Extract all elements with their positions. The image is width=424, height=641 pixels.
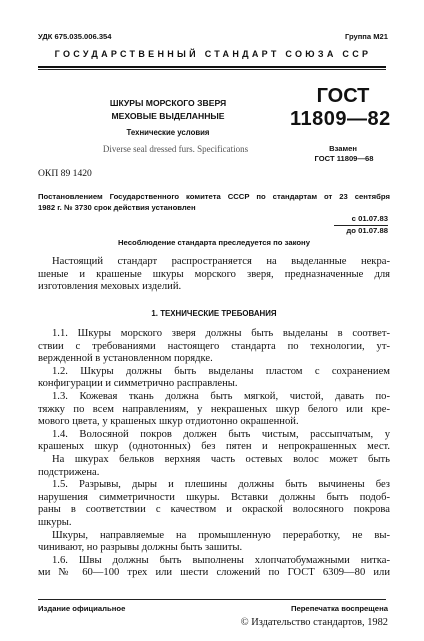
- text-line: раны в соответствии с качеством и окраской волосяного покрова: [38, 504, 390, 516]
- text-line: подстрижена.: [38, 466, 100, 478]
- text-line: конфигурации и симметрично расправлены.: [38, 378, 238, 390]
- udk-code: УДК 675.035.006.354: [38, 32, 112, 41]
- text-line: ствии с требованиями настоящего стандарта по технологии, ут-: [38, 340, 390, 352]
- publisher-copyright: © Издательство стандартов, 1982: [240, 617, 388, 628]
- decree-line-1: Постановлением Государственного комитета СССР по стандартам от 23 сентября: [38, 192, 390, 201]
- english-title: Diverse seal dressed furs. Specifications: [102, 144, 249, 154]
- text-line: Шкуры, направляемые на промышленную переработку, не вы-: [52, 529, 390, 541]
- official-edition: Издание официальное: [38, 604, 126, 613]
- text-line: 1.4. Волосяной покров должен быть чистым, рассыпчатым, у: [52, 428, 390, 440]
- text-line: нарушения симметричности шкуры. Вставки должны быть подоб-: [38, 491, 390, 503]
- text-line: шеные и крашеные шкуры морского зверя, предназначенные для: [38, 268, 390, 280]
- text-line: ми № 60—100 трех или шести сложений по ГОСТ 6309—80 или: [38, 567, 390, 579]
- text-line: изготовления меховых изделий.: [38, 281, 182, 293]
- decree-line-2: 1982 г. № 3730 срок действия установлен: [38, 203, 196, 212]
- text-line: вержденной в установленном порядке.: [38, 353, 213, 365]
- text-line: крашеных шкур (однотонных) без пятен и непрокрашенных мест.: [38, 441, 390, 453]
- text-line: шкуры.: [38, 516, 72, 528]
- text-line: 1.5. Разрывы, дыры и плешины должны быть вычинены без: [52, 479, 390, 491]
- intro-paragraph: [38, 256, 390, 294]
- effective-date-to: до 01.07.88: [346, 226, 388, 235]
- gost-label: ГОСТ: [316, 85, 370, 107]
- replaces-label: Взамен: [329, 144, 357, 153]
- footer-rule: [38, 599, 386, 600]
- text-line: чинивают, но разрывы должны быть зашиты.: [38, 542, 243, 554]
- section-body: [38, 328, 390, 580]
- section-heading: 1. ТЕХНИЧЕСКИЕ ТРЕБОВАНИЯ: [151, 309, 277, 318]
- gost-number: 11809—82: [290, 108, 391, 130]
- effective-date-from: с 01.07.83: [351, 214, 388, 223]
- okp-code: ОКП 89 1420: [38, 168, 92, 179]
- reprint-notice: Перепечатка воспрещена: [290, 604, 388, 613]
- banner-title: ГОСУДАРСТВЕННЫЙ СТАНДАРТ СОЮЗА ССР: [54, 49, 372, 59]
- group-code: Группа М21: [344, 32, 388, 41]
- text-line: На шкурах бельков верхняя часть остевых волос может быть: [52, 453, 390, 465]
- title-line-2: МЕХОВЫЕ ВЫДЕЛАННЫЕ: [111, 111, 225, 121]
- text-line: тяжку по всем направлениям, у некрашеных шкур белого или кре-: [38, 403, 390, 415]
- subtitle: Технические условия: [126, 128, 210, 137]
- replaces-value: ГОСТ 11809—68: [314, 154, 374, 163]
- header-rule: [38, 66, 386, 68]
- text-line: 1.3. Кожевая ткань должна быть мягкой, чистой, давать по-: [52, 390, 390, 402]
- text-line: мового цвета, у крашеных шкур отдиотонно окрашенной.: [38, 416, 299, 428]
- text-line: Настоящий стандарт распространяется на выделанные некра-: [52, 256, 390, 267]
- text-line: 1.6. Швы должны быть выполнены хлопчатобумажными нитка-: [52, 554, 390, 566]
- law-warning: Несоблюдение стандарта преследуется по закону: [118, 238, 310, 247]
- text-line: 1.1. Шкуры морского зверя должны быть выделаны в соответ-: [52, 328, 390, 339]
- text-line: 1.2. Шкуры должны быть выделаны пластом с сохранением: [52, 365, 390, 377]
- title-line-1: ШКУРЫ МОРСКОГО ЗВЕРЯ: [109, 98, 227, 108]
- header-rule-thin: [38, 69, 386, 70]
